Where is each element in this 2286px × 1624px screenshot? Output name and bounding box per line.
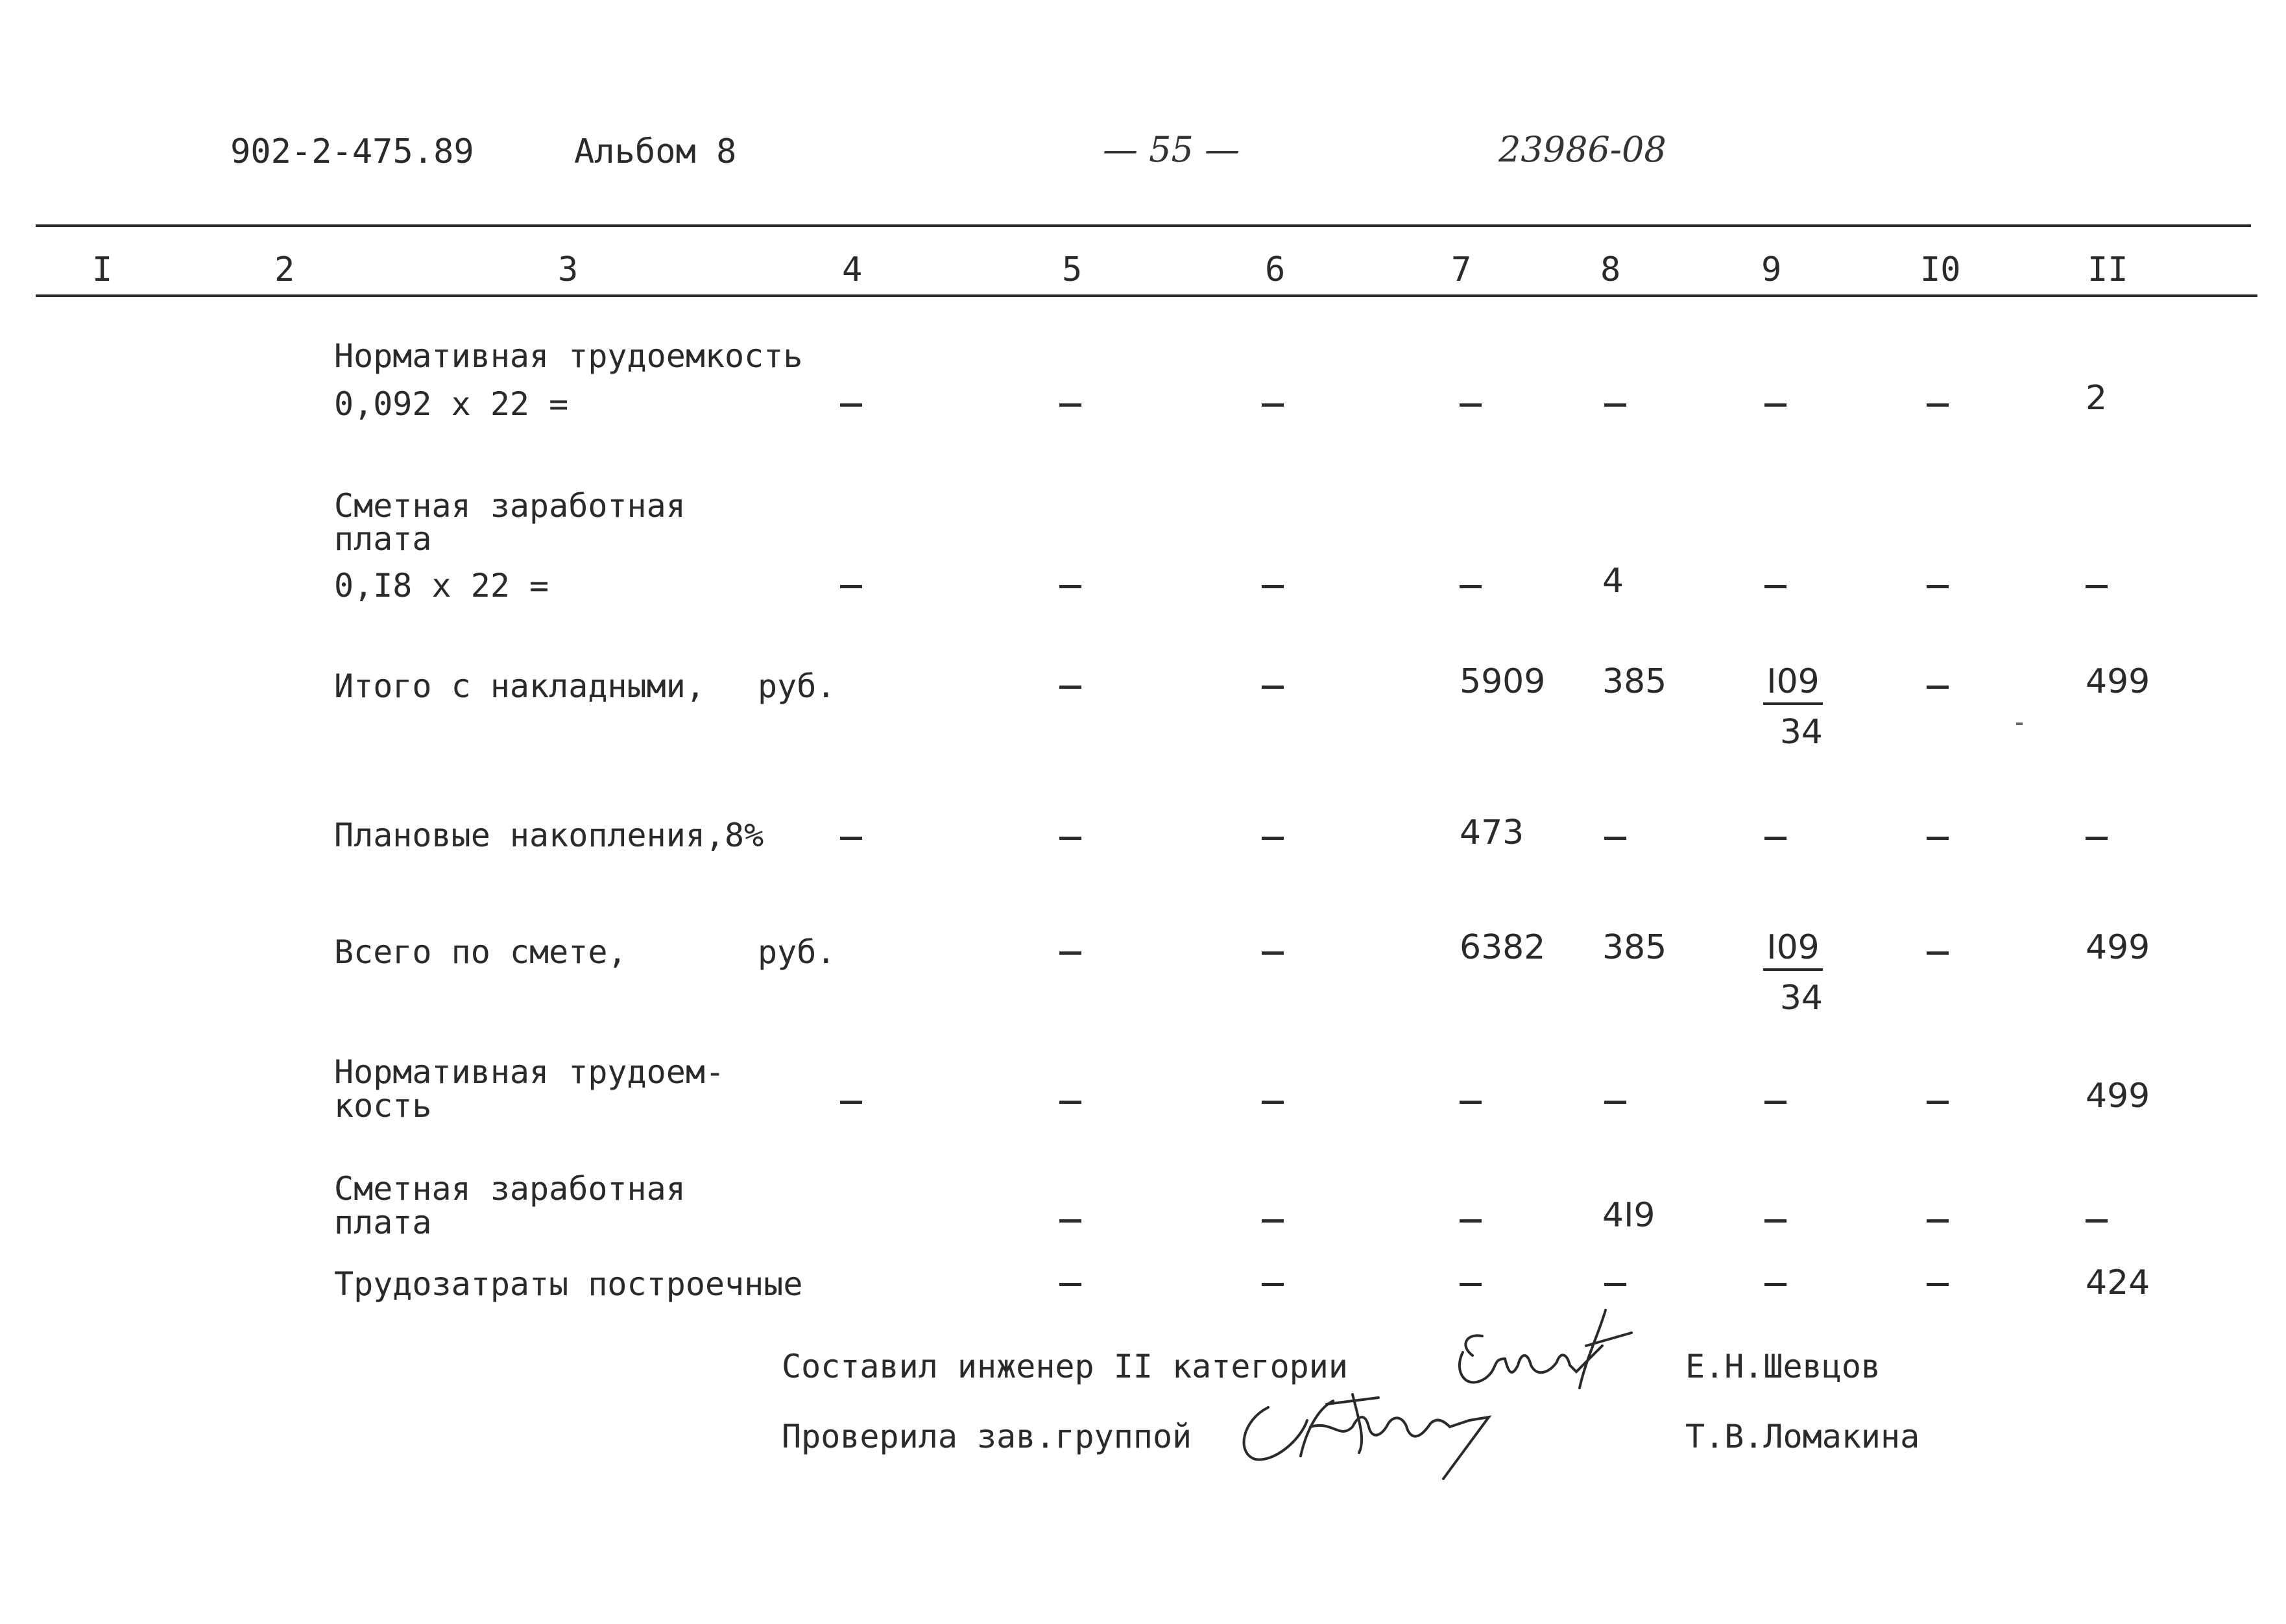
column-header-1: I [92,250,113,289]
cell-col7 [1460,1219,1482,1223]
cell-col9-fraction [1763,928,1835,1018]
cell-col9 [1764,1219,1787,1223]
column-header-6: 6 [1265,250,1286,289]
row-formula: 0,092 х 22 = [334,385,569,423]
checked-by-name: Т.В.Ломакина [1685,1418,1920,1455]
cell-col7 [1460,585,1482,588]
table-header-bottom-rule [36,294,2257,297]
cell-col10 [1927,951,1949,955]
column-header-3: 3 [558,250,579,289]
cell-col6 [1262,585,1284,588]
cell-col7 [1460,1283,1482,1286]
row-label-cont: плата [334,1204,432,1241]
row-label-cont: плата [334,520,432,558]
page-number: — 55 — [1103,129,1240,170]
document-number: 902-2-475.89 [230,132,474,171]
cell-col10 [1927,403,1949,407]
cell-col8: 385 [1602,928,1667,967]
compiled-by-label: Составил инженер II категории [782,1348,1348,1385]
cell-col6 [1262,1101,1284,1104]
cell-col8: 385 [1602,662,1667,701]
row-unit: руб. [758,667,836,705]
cell-col7 [1460,403,1482,407]
cell-col6 [1262,686,1284,689]
checked-by-label: Проверила зав.группой [782,1418,1192,1455]
cell-col11: 2 [2086,379,2108,418]
cell-col10 [1927,837,1949,840]
row-label: Итого с накладными, [334,667,705,705]
row-label: Нормативная трудоем- [334,1053,725,1091]
row-label: Трудозатраты построечные [334,1265,803,1303]
cell-col10 [1927,1219,1949,1223]
table-top-rule [36,224,2251,227]
fraction-denominator: 34 [1779,713,1823,752]
row-formula: 0,I8 х 22 = [334,567,549,604]
cell-col5 [1059,585,1081,588]
column-header-7: 7 [1451,250,1472,289]
cell-col5 [1059,686,1081,689]
column-header-9: 9 [1761,250,1782,289]
column-header-2: 2 [274,250,295,289]
cell-col9-fraction [1763,662,1835,752]
cell-col7 [1460,1101,1482,1104]
cell-col4 [840,585,862,588]
cell-col5 [1059,1101,1081,1104]
cell-col5 [1059,837,1081,840]
cell-col11 [2086,837,2108,840]
cell-col11: 499 [2086,928,2150,967]
cell-col5 [1059,1219,1081,1223]
row-unit: руб. [758,933,836,971]
fraction-numerator: I09 [1763,931,1823,971]
column-header-11: II [2087,250,2128,289]
row-label: Плановые накопления,8% [334,817,764,854]
cell-col6 [1262,403,1284,407]
album-label: Альбом 8 [574,132,737,171]
signature-checked-icon [1229,1381,1515,1485]
cell-col8: 4 [1602,562,1624,601]
cell-col9 [1764,837,1787,840]
cell-col5 [1059,1283,1081,1286]
compiled-by-name: Е.Н.Шевцов [1685,1348,1881,1385]
cell-col10 [1927,585,1949,588]
cell-col9 [1764,1283,1787,1286]
cell-col6 [1262,837,1284,840]
cell-col7: 6382 [1460,928,1546,967]
row-label-cont: кость [334,1087,432,1125]
scan-speck [2016,722,2023,725]
row-label: Сметная заработная [334,487,686,525]
cell-col11 [2086,1219,2108,1223]
cell-col9 [1764,1101,1787,1104]
cell-col5 [1059,951,1081,955]
cell-col7: 473 [1460,813,1524,852]
cell-col6 [1262,1283,1284,1286]
column-header-8: 8 [1600,250,1621,289]
column-header-10: I0 [1920,250,1961,289]
cell-col7: 5909 [1460,662,1546,701]
column-header-4: 4 [842,250,863,289]
cell-col9 [1764,403,1787,407]
cell-col4 [840,837,862,840]
cell-col10 [1927,1283,1949,1286]
row-label: Всего по смете, [334,933,627,971]
cell-col11: 499 [2086,1077,2150,1116]
fraction-numerator: I09 [1763,665,1823,705]
cell-col5 [1059,403,1081,407]
column-header-5: 5 [1062,250,1083,289]
cell-col8 [1604,837,1626,840]
cell-col11 [2086,585,2108,588]
archive-number: 23986-08 [1498,129,1666,170]
cell-col8 [1604,1101,1626,1104]
cell-col9 [1764,585,1787,588]
fraction-denominator: 34 [1779,979,1823,1018]
row-label: Сметная заработная [334,1170,686,1208]
cell-col10 [1927,686,1949,689]
cell-col8 [1604,1283,1626,1286]
cell-col4 [840,403,862,407]
cell-col8: 4I9 [1602,1196,1655,1235]
cell-col6 [1262,1219,1284,1223]
cell-col11: 424 [2086,1263,2150,1302]
row-label: Нормативная трудоемкость [334,337,803,375]
cell-col8 [1604,403,1626,407]
cell-col4 [840,1101,862,1104]
cell-col6 [1262,951,1284,955]
cell-col11: 499 [2086,662,2150,701]
cell-col10 [1927,1101,1949,1104]
